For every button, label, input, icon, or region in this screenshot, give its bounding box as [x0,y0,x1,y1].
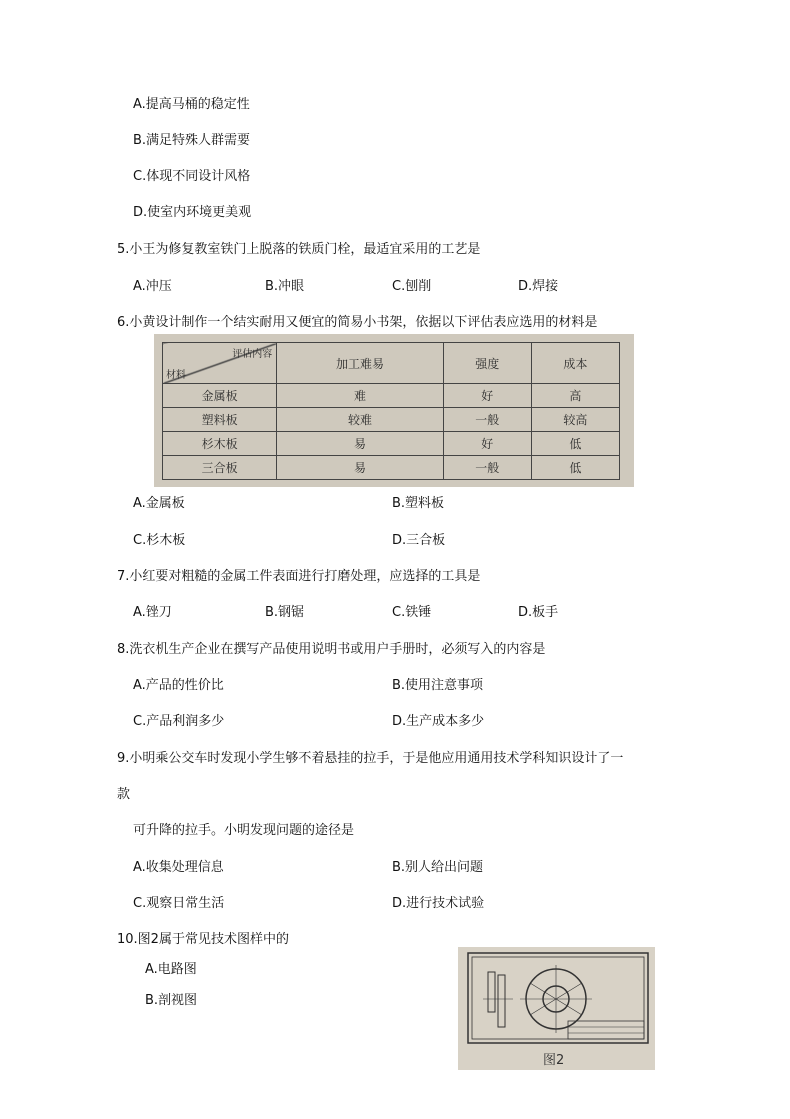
evaluation-table-photo [154,334,634,487]
table-cell: 难 [277,384,443,408]
q5-option-d: D.焊接 [518,279,559,294]
q8-stem: 8.洗衣机生产企业在撰写产品使用说明书或用户手册时，必须写入的内容是 [117,642,546,657]
q4-option-c: C.体现不同设计风格 [133,169,251,184]
q6-option-d: D.三合板 [392,533,446,548]
table-row [163,384,620,408]
q5-option-b: B.冲眼 [265,279,305,294]
table-cell: 易 [277,432,443,456]
table-cell: 杉木板 [163,432,277,456]
q5-stem: 5.小王为修复教室铁门上脱落的铁质门栓，最适宜采用的工艺是 [117,242,481,257]
table-row [163,408,620,432]
q4-option-b: B.满足特殊人群需要 [133,133,251,148]
table-cell: 较高 [531,408,619,432]
q7-option-b: B.钢锯 [265,605,305,620]
q5-option-a: A.冲压 [133,279,172,294]
q10-option-a: A.电路图 [145,962,197,977]
q9-option-d: D.进行技术试验 [392,896,485,911]
table-cell: 好 [443,384,531,408]
q6-option-c: C.杉木板 [133,533,186,548]
table-row [163,456,620,480]
q6-option-a: A.金属板 [133,496,185,511]
evaluation-table [162,342,620,480]
q8-option-d: D.生产成本多少 [392,714,485,729]
q9-option-b: B.别人给出问题 [392,860,484,875]
q5-option-c: C.刨削 [392,279,432,294]
q9-stem-line3: 可升降的拉手。小明发现问题的途径是 [133,823,355,838]
q9-option-c: C.观察日常生活 [133,896,225,911]
q9-stem-line1: 9.小明乘公交车时发现小学生够不着悬挂的拉手，于是他应用通用技术学科知识设计了一 [117,751,624,766]
q6-stem: 6.小黄设计制作一个结实耐用又便宜的简易小书架，依据以下评估表应选用的材料是 [117,315,598,330]
table-corner-cell: 评估内容 材料 [163,343,277,384]
q7-option-d: D.板手 [518,605,559,620]
table-cell: 金属板 [163,384,277,408]
q10-option-b: B.剖视图 [145,993,198,1008]
table-cell: 低 [531,432,619,456]
figure-2-technical-drawing [458,947,655,1070]
table-header: 强度 [443,343,531,384]
q8-option-a: A.产品的性价比 [133,678,224,693]
table-cell: 高 [531,384,619,408]
table-cell: 易 [277,456,443,480]
q8-option-c: C.产品利润多少 [133,714,225,729]
table-header: 成本 [531,343,619,384]
technical-drawing-image [458,947,655,1047]
q10-stem: 10.图2属于常见技术图样中的 [117,932,289,947]
table-cell: 三合板 [163,456,277,480]
q9-stem-line2: 款 [117,787,131,802]
table-cell: 塑料板 [163,408,277,432]
figure-caption: 图2 [543,1053,565,1068]
table-cell: 好 [443,432,531,456]
q4-option-a: A.提高马桶的稳定性 [133,97,250,112]
q7-stem: 7.小红要对粗糙的金属工件表面进行打磨处理，应选择的工具是 [117,569,481,584]
table-row [163,432,620,456]
q7-option-a: A.锉刀 [133,605,172,620]
q6-option-b: B.塑料板 [392,496,445,511]
q9-option-a: A.收集处理信息 [133,860,224,875]
table-cell: 一般 [443,408,531,432]
q7-option-c: C.铁锤 [392,605,432,620]
table-cell: 较难 [277,408,443,432]
table-cell: 低 [531,456,619,480]
q8-option-b: B.使用注意事项 [392,678,484,693]
table-header: 加工难易 [277,343,443,384]
q4-option-d: D.使室内环境更美观 [133,205,252,220]
table-cell: 一般 [443,456,531,480]
